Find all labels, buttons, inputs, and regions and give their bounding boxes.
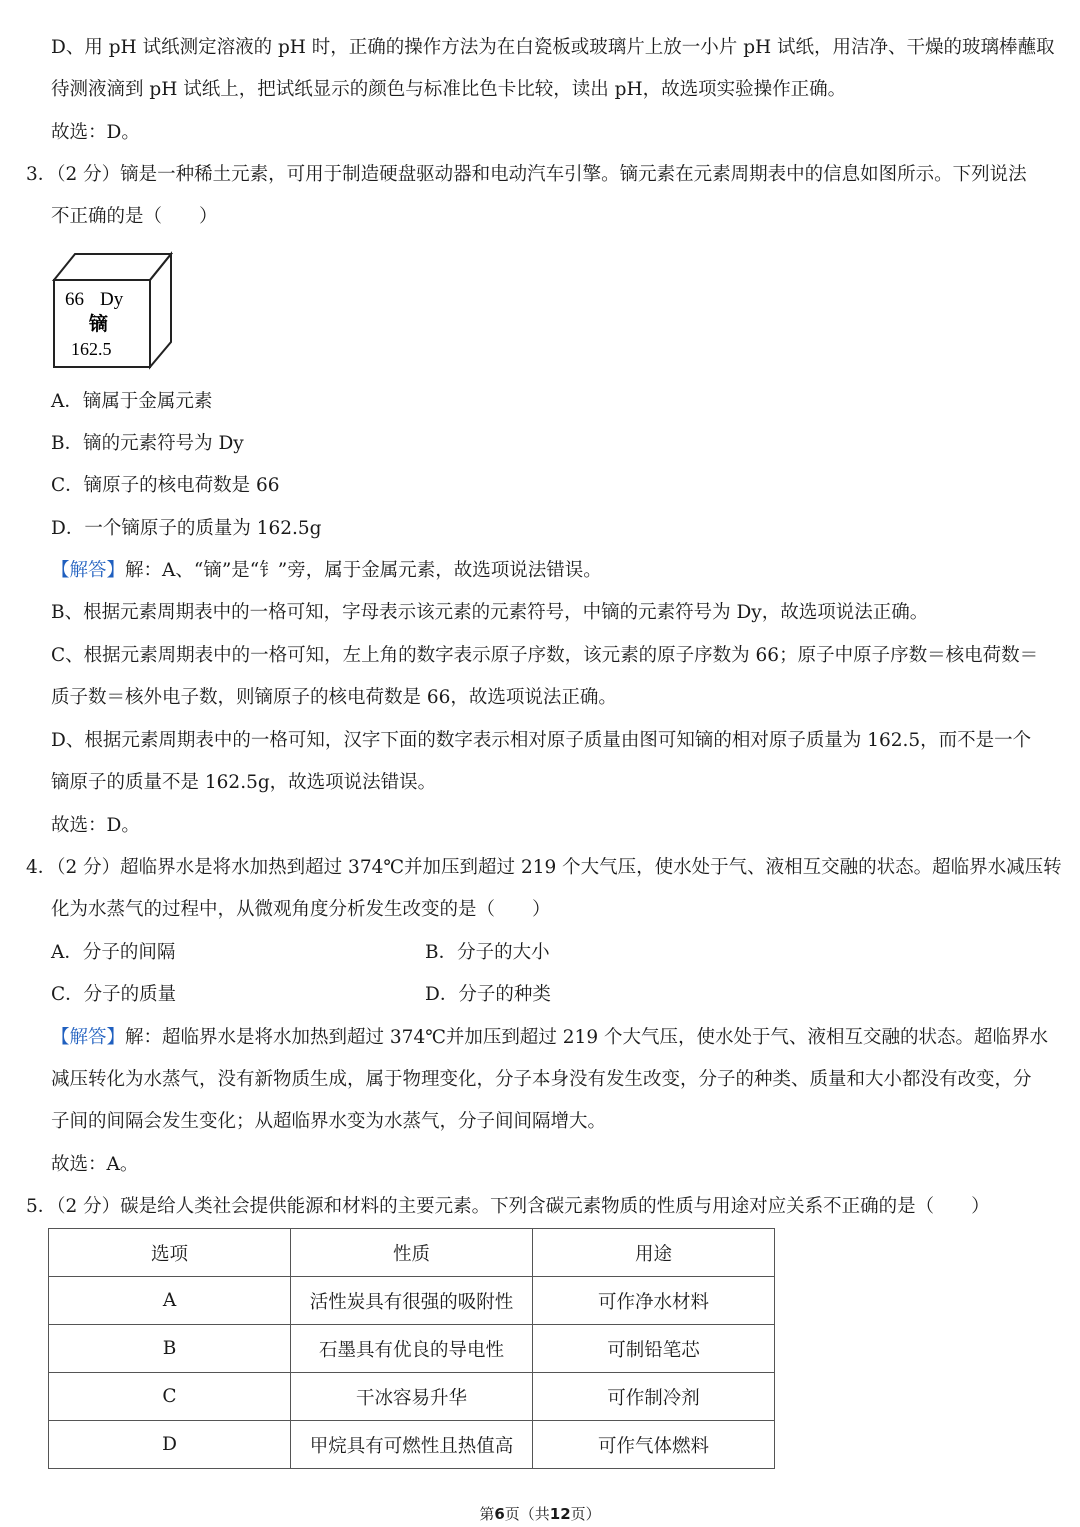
line-d-ph-2: 待测液滴到 pH 试纸上，把试纸显示的颜色与标准比色卡比较，读出 pH，故选项实验操作正确。 xyxy=(51,79,847,100)
answer-q2: 故选：D。 xyxy=(51,122,140,143)
option-3b: B．镝的元素符号为 Dy xyxy=(51,433,244,454)
table-header-cell: 用途 xyxy=(533,1229,775,1277)
table-cell: C xyxy=(49,1373,291,1421)
solution-4-line-3: 子间的间隔会发生变化；从超临界水变为水蒸气，分子间间隔增大。 xyxy=(51,1111,607,1132)
solution-4-line-1 xyxy=(51,1026,1048,1050)
solution-tag: 【解答】 xyxy=(51,1027,126,1048)
footer-pre: 第 xyxy=(479,1505,495,1523)
table-row xyxy=(49,1421,775,1469)
solution-3-line-6: 镝原子的质量不是 162.5g，故选项说法错误。 xyxy=(51,772,437,793)
table-cell: 石墨具有优良的导电性 xyxy=(291,1325,533,1373)
table-cell: B xyxy=(49,1325,291,1373)
footer-page-number: 6 xyxy=(494,1505,505,1523)
question-3-stem-2: 不正确的是（ ） xyxy=(51,206,218,227)
question-4-stem-1: 4．（2 分）超临界水是将水加热到超过 374℃并加压到超过 219 个大气压，使水处于气、液相互交融的状态。超临界水减压转 xyxy=(26,857,1062,878)
solution-3-line-3: C、根据元素周期表中的一格可知，左上角的数字表示原子序数，该元素的原子序数为 66；原子中原子序数＝核电荷数＝ xyxy=(51,645,1039,666)
answer-q3: 故选：D。 xyxy=(51,815,140,836)
solution-4-text-1: 解：超临界水是将水加热到超过 374℃并加压到超过 219 个大气压，使水处于气、液相互交融的状态。超临界水 xyxy=(125,1027,1048,1048)
table-cell: 可作制冷剂 xyxy=(533,1373,775,1421)
option-3d: D．一个镝原子的质量为 162.5g xyxy=(51,518,322,539)
element-mass: 162.5 xyxy=(71,339,112,359)
solution-3-text-1: 解：A、“镝”是“钅”旁，属于金属元素，故选项说法错误。 xyxy=(125,560,602,581)
element-number: 66 xyxy=(65,289,84,310)
element-name: 镝 xyxy=(89,313,109,335)
table-row xyxy=(49,1373,775,1421)
table-row xyxy=(49,1325,775,1373)
option-4a: A．分子的间隔 xyxy=(51,942,176,963)
table-cell: 干冰容易升华 xyxy=(291,1373,533,1421)
element-symbol: Dy xyxy=(100,289,124,310)
line-d-ph-1: D、用 pH 试纸测定溶液的 pH 时，正确的操作方法为在白瓷板或玻璃片上放一小片 pH 试纸，用洁净、干燥的玻璃棒蘸取 xyxy=(51,37,1055,58)
question-3-stem-1: 3．（2 分）镝是一种稀土元素，可用于制造硬盘驱动器和电动汽车引擎。镝元素在元素周期表中的信息如图所示。下列说法 xyxy=(26,164,1027,185)
table-cell: 活性炭具有很强的吸附性 xyxy=(291,1277,533,1325)
table-header-cell: 性质 xyxy=(291,1229,533,1277)
element-cube-illustration xyxy=(50,250,175,370)
table-header-cell: 选项 xyxy=(49,1229,291,1277)
table-row xyxy=(49,1277,775,1325)
question-5-stem: 5．（2 分）碳是给人类社会提供能源和材料的主要元素。下列含碳元素物质的性质与用途对应关系不正确的是（ ） xyxy=(26,1196,990,1217)
page-footer xyxy=(0,1504,1080,1524)
table-cell: 可制铅笔芯 xyxy=(533,1325,775,1373)
table-cell: A xyxy=(49,1277,291,1325)
solution-3-line-1 xyxy=(51,559,602,583)
footer-post: 页） xyxy=(570,1505,601,1523)
footer-total-pages: 12 xyxy=(549,1505,571,1523)
table-cell: 可作气体燃料 xyxy=(533,1421,775,1469)
option-4b: B．分子的大小 xyxy=(425,942,550,963)
table-cell: 甲烷具有可燃性且热值高 xyxy=(291,1421,533,1469)
option-3c: C．镝原子的核电荷数是 66 xyxy=(51,475,280,496)
solution-tag: 【解答】 xyxy=(51,560,126,581)
solution-3-line-5: D、根据元素周期表中的一格可知，汉字下面的数字表示相对原子质量由图可知镝的相对原子质量为 162.5，而不是一个 xyxy=(51,730,1032,751)
carbon-properties-table xyxy=(48,1228,775,1469)
table-cell: D xyxy=(49,1421,291,1469)
option-4c: C．分子的质量 xyxy=(51,984,177,1005)
option-3a: A．镝属于金属元素 xyxy=(51,391,213,412)
answer-q4: 故选：A。 xyxy=(51,1154,139,1175)
table-cell: 可作净水材料 xyxy=(533,1277,775,1325)
question-4-stem-2: 化为水蒸气的过程中，从微观角度分析发生改变的是（ ） xyxy=(51,899,551,920)
solution-4-line-2: 减压转化为水蒸气，没有新物质生成，属于物理变化，分子本身没有发生改变，分子的种类、质量和大小都没有改变，分 xyxy=(51,1069,1032,1090)
element-cell-figure xyxy=(50,250,175,370)
option-4d: D．分子的种类 xyxy=(425,984,551,1005)
solution-3-line-4: 质子数＝核外电子数，则镝原子的核电荷数是 66，故选项说法正确。 xyxy=(51,687,617,708)
footer-mid: 页（共 xyxy=(504,1505,550,1523)
table-header-row xyxy=(49,1229,775,1277)
solution-3-line-2: B、根据元素周期表中的一格可知，字母表示该元素的元素符号，中镝的元素符号为 Dy，故选项说法正确。 xyxy=(51,602,929,623)
